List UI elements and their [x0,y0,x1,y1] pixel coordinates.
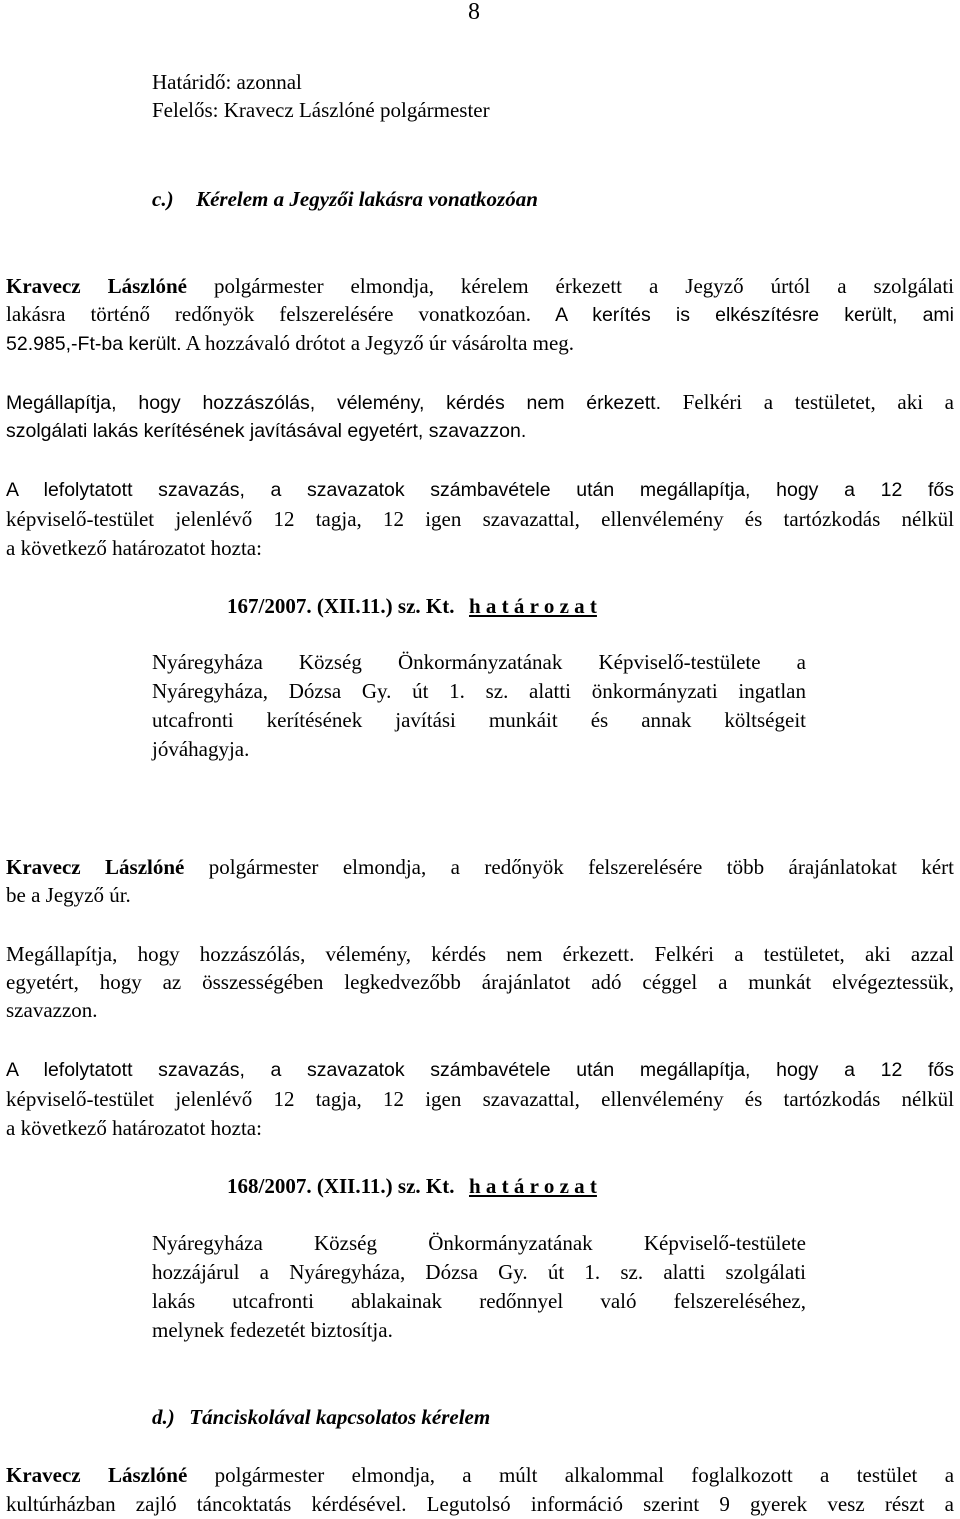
deadline-line: Határidő: azonnal [152,70,302,94]
resolution-line: lakás utcafronti ablakainak redőnnyel való felszereléséhez, [152,1289,806,1313]
resolution-line: Nyáregyháza Község Önkormányzatának Képviselő-testülete a [152,650,806,674]
paragraph-line: a következő határozatot hozta: [6,536,262,560]
paragraph-vote-result [6,476,954,563]
paragraph-line [6,853,954,881]
text-fragment: Nyáregyháza, Dózsa Gy. út 1. sz. [152,679,509,703]
paragraph-line: a következő határozatot hozta: [6,1116,262,1140]
paragraph-line: be a Jegyző úr. [6,883,131,907]
text-fragment: A kerítés is elkészítésre került, ami [531,304,954,326]
paragraph-line [6,300,954,329]
paragraph-line [6,329,954,358]
paragraph-line: szavazzon. [6,998,98,1022]
paragraph-vote-call-2 [6,940,954,1024]
resolution-number: 168/2007. (XII.11.) sz. Kt. [227,1174,455,1198]
paragraph-request [6,272,954,358]
paragraph-line: A lefolytatott szavazás, a szavazatok számbavétele után megállapítja, hogy a 12 fős [6,479,954,501]
resolution-heading [227,592,827,620]
paragraph-line [6,272,954,300]
paragraph-line: Megállapítja, hogy hozzászólás, vélemény, kérdés nem érkezett. Felkéri a testületet, aki azzal [6,942,954,966]
speaker-name: Kravecz Lászlóné [6,855,185,879]
paragraph-line: képviselő-testület jelenlévő 12 tagja, 12 igen szavazattal, ellenvélemény és tartózkodás nélkül [6,1087,954,1111]
section-d-title: Tánciskolával kapcsolatos kérelem [189,1405,491,1429]
speaker-name: Kravecz Lászlóné [6,1463,188,1487]
responsible-line: Felelős: Kravecz Lászlóné polgármester [152,98,490,122]
text-fragment: Felkéri a testületet, aki a [661,390,955,414]
paragraph-line: A lefolytatott szavazás, a szavazatok számbavétele után megállapítja, hogy a 12 fős [6,1059,954,1081]
paragraph-dance-school [6,1461,954,1519]
resolution-line: melynek fedezetét biztosítja. [152,1318,393,1342]
text-fragment: alatti önkormányzati ingatlan [508,679,807,703]
section-d-label: d.) [152,1405,175,1429]
paragraph-line: egyetért, hogy az összességében legkedvezőbb árajánlatot adó céggel a munkát elvégeztessük, [6,970,954,994]
text-fragment: 52.985,-Ft-ba került. [6,333,182,355]
text-fragment: polgármester elmondja, a redőnyök felszerelésére több árajánlatokat kért [184,855,955,879]
deadline-header [152,68,852,124]
resolution-body [152,1229,806,1345]
paragraph-line: kultúrházban zajló táncoktatás kérdésével. Legutolsó információ szerint 9 gyerek vesz részt a [6,1492,954,1516]
text-fragment: polgármester elmondja, a múlt alkalommal foglalkozott a testület a [187,1463,955,1487]
paragraph-line: képviselő-testület jelenlévő 12 tagja, 12 igen szavazattal, ellenvélemény és tartózkodás nélkül [6,507,954,531]
paragraph-line [6,388,954,417]
paragraph-vote-call [6,388,954,445]
section-c-label: c.) [152,187,174,211]
resolution-word: h a t á r o z a t [469,1174,597,1198]
resolution-number: 167/2007. (XII.11.) sz. Kt. [227,594,455,618]
resolution-line: Nyáregyháza Község Önkormányzatának Képviselő-testülete [152,1231,806,1255]
resolution-body [152,648,806,764]
paragraph-vote-result-2 [6,1056,954,1143]
page-number: 8 [468,0,480,25]
speaker-name: Kravecz Lászlóné [6,274,187,298]
resolution-word: h a t á r o z a t [469,594,597,618]
resolution-heading [227,1172,827,1200]
section-c-heading [152,185,852,213]
resolution-line: jóváhagyja. [152,737,250,761]
paragraph-shutter-offers [6,853,954,909]
resolution-line [152,677,806,706]
section-d-heading [152,1403,852,1431]
paragraph-line [6,1461,954,1490]
text-fragment: polgármester elmondja, kérelem érkezett a Jegyző úrtól a szolgálati [186,274,955,298]
paragraph-line: szolgálati lakás kerítésének javításával egyetért, szavazzon. [6,420,527,442]
text-fragment: A hozzávaló drótot a Jegyző úr vásárolta meg. [181,331,575,355]
text-fragment: Megállapítja, hogy hozzászólás, vélemény, kérdés nem érkezett. [6,392,662,414]
resolution-line: hozzájárul a Nyáregyháza, Dózsa Gy. út 1. sz. alatti szolgálati [152,1260,806,1284]
resolution-line: utcafronti kerítésének javítási munkáit és annak költségeit [152,708,806,732]
section-c-title: Kérelem a Jegyzői lakásra vonatkozóan [196,187,538,211]
text-fragment: lakásra történő redőnyök felszerelésére vonatkozóan. [6,302,532,326]
